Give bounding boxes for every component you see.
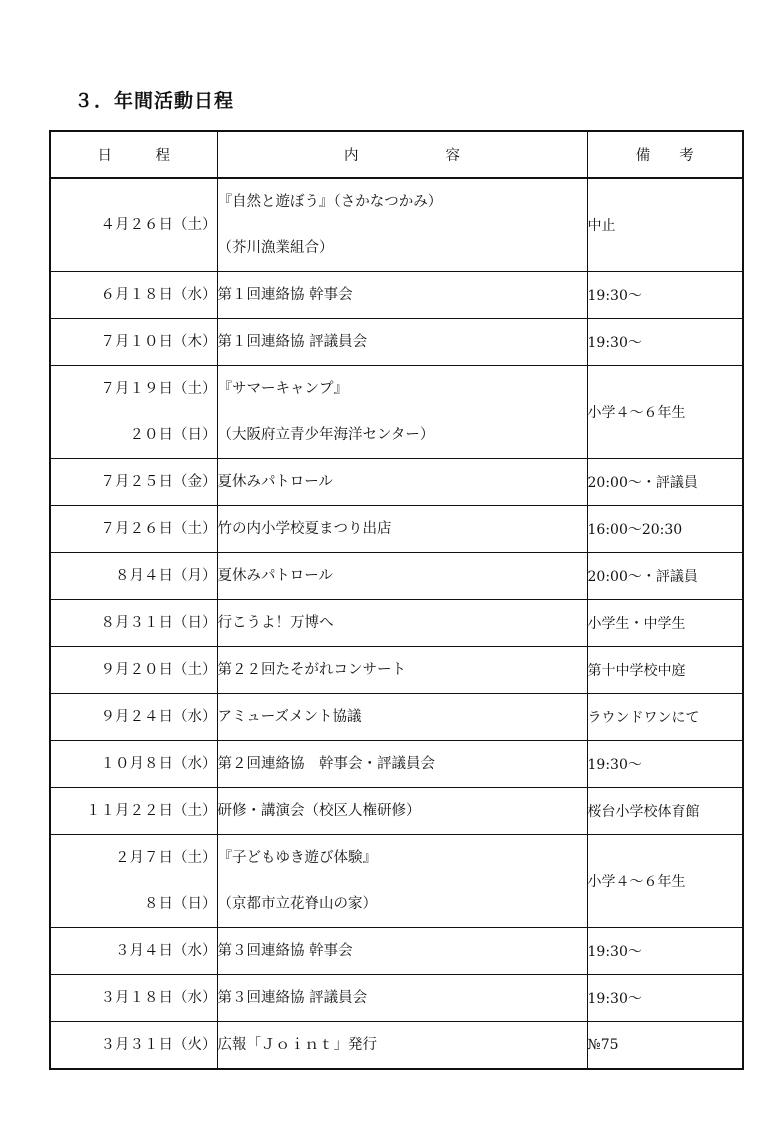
content-text: （京都市立花脊山の家） [217, 896, 377, 912]
table-row [50, 178, 743, 272]
schedule-table [49, 130, 744, 1070]
table-row [50, 366, 743, 459]
content-cell [217, 553, 587, 600]
date-text: ７月１０日（木） [100, 334, 217, 350]
table-row [50, 694, 743, 741]
content-cell [217, 647, 587, 694]
date-cell [50, 788, 217, 835]
table-row [50, 1022, 743, 1070]
header-date: 日 程 [50, 131, 217, 178]
date-text: ３月４日（水） [115, 943, 217, 959]
table-row [50, 741, 743, 788]
date-cell [50, 553, 217, 600]
content-cell [217, 366, 587, 459]
table-row [50, 506, 743, 553]
date-text: ９月２０日（土） [100, 662, 217, 678]
date-text: ７月２６日（土） [100, 521, 217, 537]
content-cell [217, 272, 587, 319]
date-cell [50, 835, 217, 928]
content-text: 第３回連絡協 幹事会 [217, 943, 353, 959]
content-cell [217, 975, 587, 1022]
date-text: ４月２６日（土） [100, 217, 217, 233]
note-cell: 19:30～ [587, 319, 743, 366]
date-text: ２０日（日） [129, 427, 217, 443]
date-cell [50, 647, 217, 694]
content-cell [217, 178, 587, 272]
date-text: ８月３１日（日） [100, 615, 217, 631]
table-row [50, 319, 743, 366]
note-cell: 19:30～ [587, 272, 743, 319]
content-cell [217, 741, 587, 788]
date-text: ３月１８日（水） [100, 990, 217, 1006]
table-row [50, 647, 743, 694]
content-text: 『自然と遊ぼう』（さかなつかみ） [217, 194, 443, 210]
content-text: 夏休みパトロール [217, 568, 333, 584]
date-text: ８月４日（月） [115, 568, 217, 584]
content-text: 第１回連絡協 評議員会 [217, 334, 368, 350]
table-row [50, 600, 743, 647]
header-note: 備 考 [587, 131, 743, 178]
note-cell: 小学生・中学生 [587, 600, 743, 647]
date-text: ７月１９日（土） [100, 381, 217, 397]
content-cell [217, 506, 587, 553]
content-text: 第２２回たそがれコンサート [217, 662, 406, 678]
content-text: 第３回連絡協 評議員会 [217, 990, 368, 1006]
note-cell: №75 [587, 1022, 743, 1070]
table-row [50, 975, 743, 1022]
date-text: ３月３１日（火） [100, 1037, 217, 1053]
note-cell: 16:00～20:30 [587, 506, 743, 553]
content-cell [217, 835, 587, 928]
content-text: 広報「Ｊｏｉｎｔ」発行 [217, 1037, 377, 1053]
date-cell [50, 741, 217, 788]
date-text: ７月２５日（金） [100, 474, 217, 490]
date-cell [50, 975, 217, 1022]
content-text: 第２回連絡協 幹事会・評議員会 [217, 756, 435, 772]
content-cell [217, 319, 587, 366]
date-cell [50, 506, 217, 553]
content-text: 研修・講演会（校区人権研修） [217, 803, 421, 819]
table-row [50, 788, 743, 835]
note-cell: 19:30～ [587, 975, 743, 1022]
content-cell [217, 788, 587, 835]
date-cell [50, 459, 217, 506]
date-cell [50, 600, 217, 647]
note-cell: 19:30～ [587, 928, 743, 975]
schedule-body [50, 178, 743, 1069]
date-cell [50, 178, 217, 272]
note-cell: 小学４～６年生 [587, 835, 743, 928]
header-row [50, 131, 743, 178]
content-text: 夏休みパトロール [217, 474, 333, 490]
date-cell [50, 1022, 217, 1070]
date-cell [50, 319, 217, 366]
content-cell [217, 928, 587, 975]
content-cell [217, 600, 587, 647]
note-cell: 中止 [587, 178, 743, 272]
note-cell: ラウンドワンにて [587, 694, 743, 741]
content-cell [217, 694, 587, 741]
date-text: １０月８日（水） [100, 756, 217, 772]
content-cell [217, 1022, 587, 1070]
section-title: ３．年間活動日程 [74, 90, 235, 112]
content-text: 行こうよ！万博へ [217, 615, 334, 631]
table-row [50, 928, 743, 975]
date-text: ９月２４日（水） [100, 709, 217, 725]
table-row [50, 553, 743, 600]
content-text: アミューズメント協議 [217, 709, 362, 725]
date-cell [50, 272, 217, 319]
note-cell: 20:00～・評議員 [587, 553, 743, 600]
content-text: 『サマーキャンプ』 [217, 381, 348, 397]
content-cell [217, 459, 587, 506]
content-text: 第１回連絡協 幹事会 [217, 287, 353, 303]
date-cell [50, 694, 217, 741]
date-text: １１月２２日（土） [86, 803, 217, 819]
note-cell: 19:30～ [587, 741, 743, 788]
table-row [50, 272, 743, 319]
date-text: ８日（日） [144, 896, 217, 912]
date-text: ６月１８日（水） [100, 287, 217, 303]
note-cell: 第十中学校中庭 [587, 647, 743, 694]
note-cell: 小学４～６年生 [587, 366, 743, 459]
table-row [50, 459, 743, 506]
date-cell [50, 366, 217, 459]
table-row [50, 835, 743, 928]
content-text: 『子どもゆき遊び体験』 [217, 850, 377, 866]
header-content: 内 容 [217, 131, 587, 178]
date-text: ２月７日（土） [115, 850, 217, 866]
note-cell: 20:00～・評議員 [587, 459, 743, 506]
note-cell: 桜台小学校体育館 [587, 788, 743, 835]
date-cell [50, 928, 217, 975]
content-text: （芥川漁業組合） [217, 240, 334, 256]
content-text: （大阪府立青少年海洋センター） [217, 427, 435, 443]
content-text: 竹の内小学校夏まつり出店 [217, 521, 392, 537]
